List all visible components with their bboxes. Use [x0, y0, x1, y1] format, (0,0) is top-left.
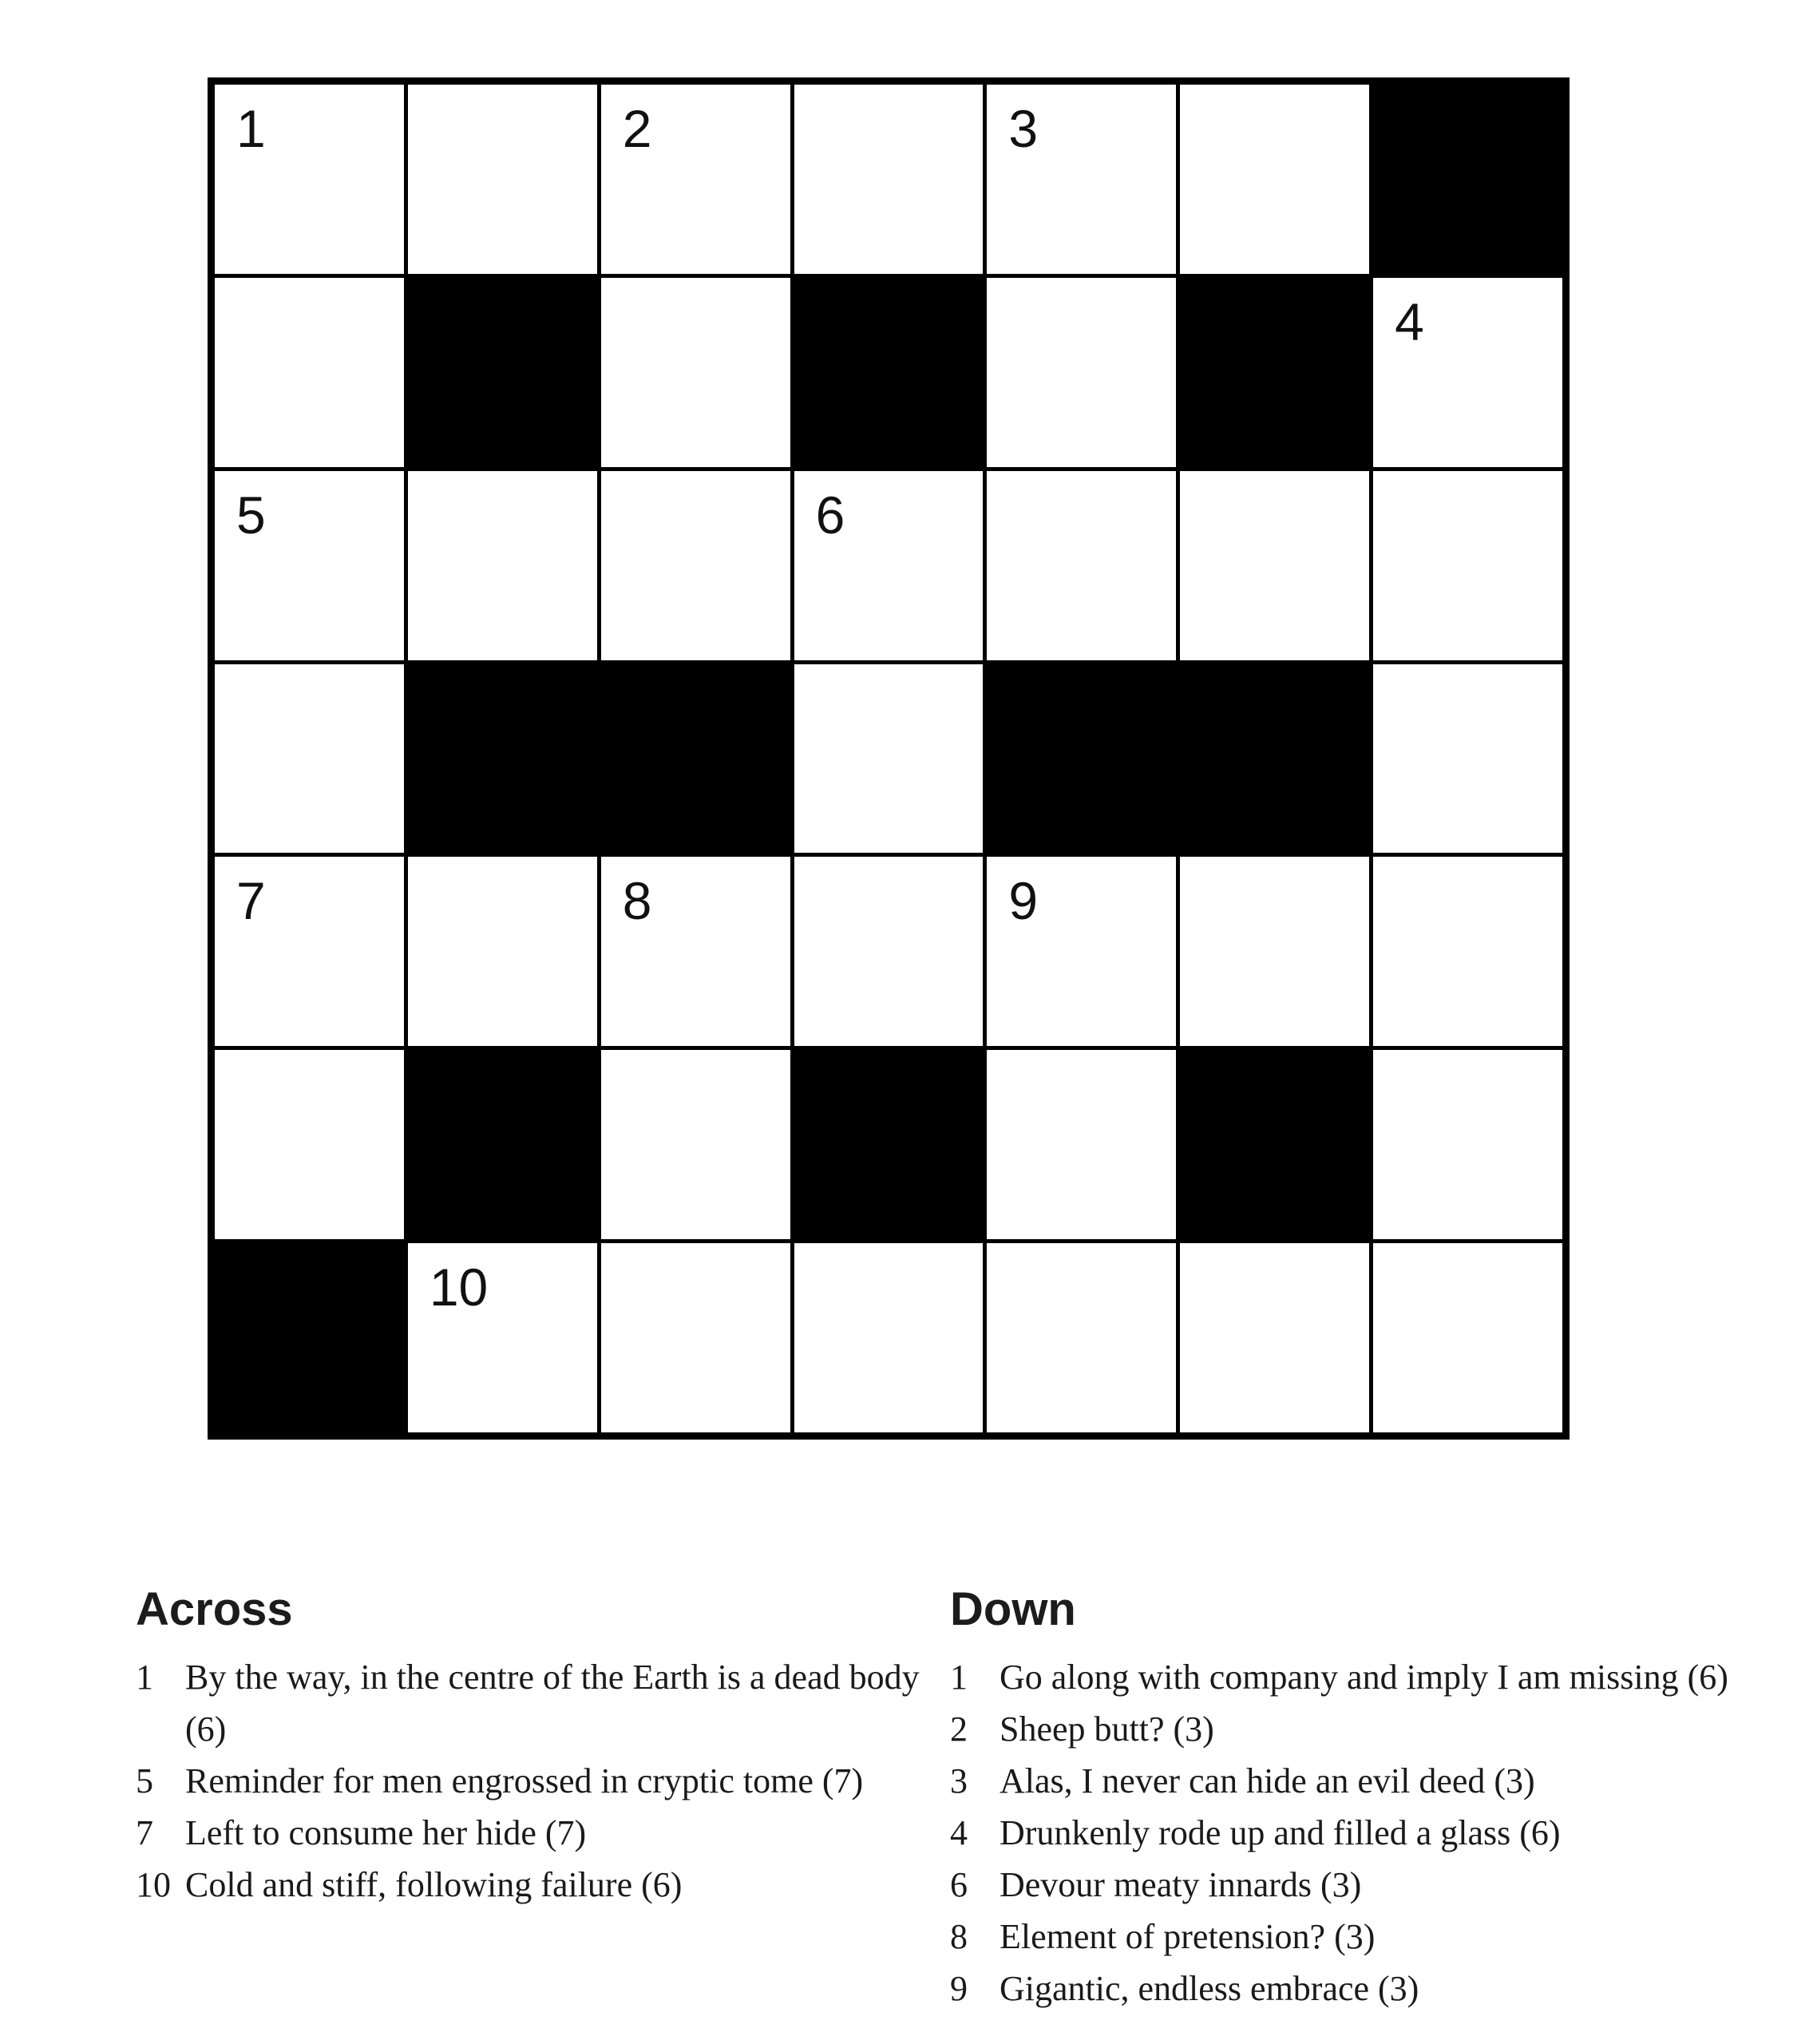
clue-number: 10: [136, 1864, 171, 1904]
cell-number: 10: [429, 1258, 489, 1317]
grid-cell-black: [794, 278, 984, 467]
clue-text: Drunkenly rode up and filled a glass (6): [1000, 1812, 1561, 1852]
grid-cell-black: [987, 664, 1176, 854]
clue-number: 8: [950, 1916, 968, 1956]
clue-number: 4: [950, 1812, 968, 1852]
clue-number: 5: [136, 1761, 153, 1800]
grid-cell-white[interactable]: [601, 278, 790, 467]
grid-cell-white[interactable]: [408, 857, 597, 1046]
grid-cell-white[interactable]: [987, 85, 1176, 274]
clue-number: 2: [950, 1709, 968, 1749]
clue-item: [950, 1963, 1780, 2014]
down-clues-section: [950, 1584, 1780, 2014]
clue-text: Reminder for men engrossed in cryptic tome (7): [185, 1761, 864, 1800]
cell-number: 9: [1008, 871, 1039, 931]
grid-cell-white[interactable]: [215, 278, 404, 467]
grid-cell-white[interactable]: [1373, 664, 1562, 854]
grid-cell-white[interactable]: [794, 85, 984, 274]
clue-text: Element of pretension? (3): [1000, 1916, 1376, 1956]
cell-number: 8: [622, 871, 652, 931]
cell-number: 5: [236, 485, 266, 545]
crossword-grid: [208, 77, 1570, 1440]
grid-cell-white[interactable]: [794, 1243, 984, 1432]
grid-cell-white[interactable]: [1373, 1243, 1562, 1432]
cell-number: 3: [1008, 99, 1039, 158]
across-clue-list: [136, 1651, 922, 1911]
grid-cell-black: [794, 1050, 984, 1239]
grid-cell-white[interactable]: [794, 857, 984, 1046]
grid-cell-white[interactable]: [794, 664, 984, 854]
clue-number: 3: [950, 1761, 968, 1800]
grid-cell-black: [1180, 664, 1369, 854]
grid-cell-white[interactable]: [1373, 857, 1562, 1046]
grid-cell-white[interactable]: [408, 85, 597, 274]
grid-cell-white[interactable]: [601, 471, 790, 660]
grid-cell-white[interactable]: [408, 1243, 597, 1432]
grid-cell-white[interactable]: [215, 664, 404, 854]
cell-number: 6: [815, 485, 845, 545]
clue-number: 7: [136, 1812, 153, 1852]
cell-number: 4: [1395, 291, 1424, 351]
grid-cell-white[interactable]: [601, 1243, 790, 1432]
grid-cell-black: [408, 1050, 597, 1239]
clue-item: [136, 1859, 922, 1911]
across-clues-section: [136, 1584, 922, 1911]
clue-item: [136, 1807, 922, 1859]
grid-cell-white[interactable]: [408, 471, 597, 660]
clue-item: [136, 1651, 922, 1755]
grid-cell-black: [408, 278, 597, 467]
grid-cell-black: [1180, 1050, 1369, 1239]
grid-cell-white[interactable]: [1180, 1243, 1369, 1432]
grid-cell-white[interactable]: [987, 1050, 1176, 1239]
clue-text: Cold and stiff, following failure (6): [185, 1864, 683, 1904]
clue-item: [136, 1755, 922, 1807]
cell-number: 1: [236, 99, 266, 158]
grid-cell-white[interactable]: [601, 857, 790, 1046]
grid-cell-white[interactable]: [215, 471, 404, 660]
grid-cell-black: [1180, 278, 1369, 467]
clue-text: Devour meaty innards (3): [1000, 1864, 1362, 1904]
grid-cell-white[interactable]: [794, 471, 984, 660]
clue-text: Go along with company and imply I am missing (6): [1000, 1657, 1728, 1697]
clue-item: [950, 1859, 1780, 1911]
grid-cell-white[interactable]: [1180, 471, 1369, 660]
clue-number: 1: [136, 1657, 153, 1697]
across-heading: Across: [136, 1583, 293, 1635]
clue-item: [950, 1651, 1780, 1703]
down-heading: Down: [950, 1583, 1076, 1635]
clue-number: 1: [950, 1657, 968, 1697]
clue-item: [950, 1703, 1780, 1755]
grid-cell-white[interactable]: [1373, 1050, 1562, 1239]
grid-cell-white[interactable]: [215, 85, 404, 274]
grid-cell-white[interactable]: [987, 1243, 1176, 1432]
grid-cell-white[interactable]: [987, 471, 1176, 660]
grid-cell-black: [601, 664, 790, 854]
grid-cell-white[interactable]: [1373, 278, 1562, 467]
clue-number: 9: [950, 1968, 968, 2008]
clue-number: 6: [950, 1864, 968, 1904]
clue-text: By the way, in the centre of the Earth is a dead body (6): [185, 1657, 920, 1749]
down-clue-list: [950, 1651, 1780, 2014]
grid-cell-white[interactable]: [215, 1050, 404, 1239]
grid-cell-white[interactable]: [601, 85, 790, 274]
grid-cell-white[interactable]: [987, 857, 1176, 1046]
grid-cell-white[interactable]: [601, 1050, 790, 1239]
clue-text: Sheep butt? (3): [1000, 1709, 1214, 1749]
clue-text: Alas, I never can hide an evil deed (3): [1000, 1761, 1535, 1800]
grid-cell-black: [1373, 85, 1562, 274]
grid-cell-white[interactable]: [987, 278, 1176, 467]
clue-item: [950, 1755, 1780, 1807]
grid-cell-white[interactable]: [215, 857, 404, 1046]
grid-cell-white[interactable]: [1373, 471, 1562, 660]
clue-item: [950, 1807, 1780, 1859]
grid-cell-black: [215, 1243, 404, 1432]
cell-number: 7: [236, 871, 266, 931]
grid-cell-black: [408, 664, 597, 854]
cell-number: 2: [622, 99, 652, 158]
grid-cell-white[interactable]: [1180, 857, 1369, 1046]
clue-text: Gigantic, endless embrace (3): [1000, 1968, 1419, 2008]
grid-cell-white[interactable]: [1180, 85, 1369, 274]
clue-text: Left to consume her hide (7): [185, 1812, 587, 1852]
clue-item: [950, 1911, 1780, 1963]
